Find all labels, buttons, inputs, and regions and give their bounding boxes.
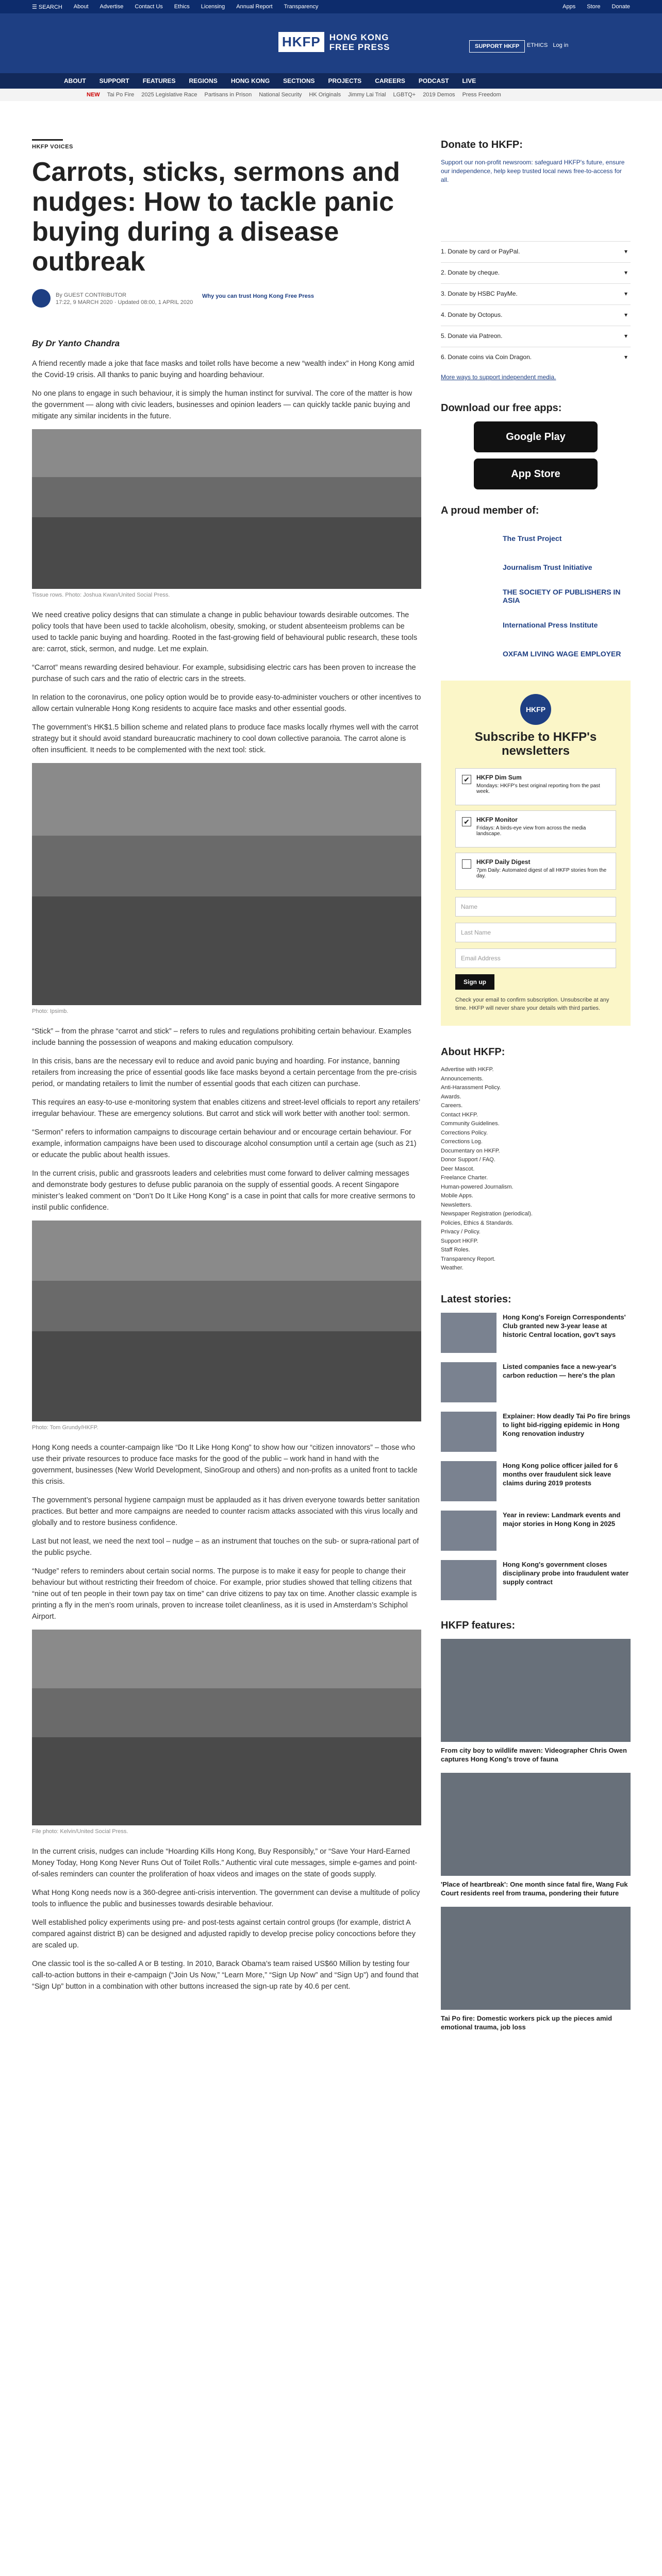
paragraph: We need creative policy designs that can stimulate a change in public behaviour towards desirable outcomes. The policy tools that have been used to tackle alcoholism, obesity, smoking, or student absenteeism problems can be used to tackle panic buying and hoarding. Rooted in the fast-growing field of behavioural public research, these tools are: carrot, stick, sermon, and nudge. Let me explain. — [32, 611, 418, 653]
article-title: Carrots, sticks, sermons and nudges: How to tackle panic buying during a disease outbreak — [32, 157, 400, 277]
latest-story[interactable] — [441, 1313, 631, 1357]
paragraph: In relation to the coronavirus, one policy option would be to provide easy-to-administer vouchers or other incentives to allow certain vulnerable Hong Kong residents to acquire face masks and other essential goods. — [32, 693, 421, 713]
chevron-down-icon: ▾ — [624, 332, 627, 340]
store-link[interactable]: Store — [587, 4, 601, 10]
top-bar — [0, 0, 662, 13]
trending-item[interactable]: Press Freedom — [462, 92, 501, 98]
story-title[interactable]: Year in review: Landmark events and major stories in Hong Kong in 2025 — [503, 1511, 621, 1528]
trending-item[interactable]: 2019 Demos — [423, 92, 455, 98]
byline-dates: 17:22, 9 MARCH 2020 · Updated 08:00, 1 APRIL 2020 — [56, 299, 193, 306]
about-link[interactable]: Staff Roles. — [441, 1247, 470, 1253]
chevron-down-icon: ▾ — [624, 248, 627, 255]
chevron-down-icon: ▾ — [624, 311, 627, 318]
newsletter-option[interactable]: ✔ HKFP Dim Sum Mondays: HKFP's best original reporting from the past week. — [455, 768, 616, 805]
site-header — [0, 13, 662, 73]
feature-title[interactable]: 'Place of heartbreak': One month since fatal fire, Wang Fuk Court residents reel from trauma, pondering their future — [441, 1880, 628, 1897]
checkbox[interactable]: ✔ — [462, 775, 471, 784]
chevron-down-icon: ▾ — [624, 269, 627, 276]
about-link[interactable]: Mobile Apps. — [441, 1193, 473, 1199]
member-logo[interactable]: The Trust Project — [503, 534, 562, 543]
story-title[interactable]: Listed companies face a new-year's carbon reduction — here's the plan — [503, 1362, 617, 1379]
about-link[interactable]: Newsletters. — [441, 1201, 472, 1208]
donate-option[interactable]: 2. Donate by cheque. ▾ — [441, 262, 631, 283]
trending-item[interactable]: 2025 Legislative Race — [141, 92, 197, 98]
photo-caption: File photo: Kelvin/United Social Press. — [32, 1828, 128, 1835]
nav-support[interactable]: SUPPORT — [99, 77, 129, 84]
donate-option[interactable]: 5. Donate via Patreon. ▾ — [441, 326, 631, 347]
article-photo — [32, 1630, 421, 1825]
checkbox[interactable]: ✔ — [462, 817, 471, 826]
donate-option[interactable]: 6. Donate coins via Coin Dragon. ▾ — [441, 347, 631, 368]
paragraph: “Nudge” refers to reminders about certain social norms. The purpose is to make it easy for people to change their behaviour but without restricting their freedom of choice. For example, prior studies showed that telling citizens that “nine out of ten people in their town pay tax on time” can drive citizens to pay tax on time. Another classic example is printing a fly in the men’s room urinals, proven to increase toilet cleanliness, as it is used in Amsterdam’s Schiphol Airport. — [32, 1567, 417, 1621]
donate-option[interactable]: 1. Donate by card or PayPal. ▾ — [441, 241, 631, 262]
feature-title[interactable]: Tai Po fire: Domestic workers pick up the pieces amid emotional trauma, job loss — [441, 2014, 613, 2031]
article-photo — [32, 1221, 421, 1421]
about-link[interactable]: About — [73, 4, 89, 10]
checkbox[interactable] — [462, 859, 471, 869]
login-link[interactable]: Log in — [553, 42, 569, 48]
support-hkfp-button[interactable]: SUPPORT HKFP — [469, 40, 525, 53]
sign-up-button[interactable]: Sign up — [455, 974, 494, 990]
story-title[interactable]: Explainer: How deadly Tai Po fire brings to light bid-rigging epidemic in Hong Kong renovation industry — [503, 1412, 631, 1437]
about-link[interactable]: Corrections Log. — [441, 1139, 483, 1145]
apps-heading: Download our free apps: — [441, 402, 562, 414]
nav-live[interactable]: LIVE — [462, 77, 476, 84]
feature-image[interactable] — [441, 1639, 631, 1742]
about-link[interactable]: Documentary on HKFP. — [441, 1147, 500, 1154]
about-link[interactable]: Awards. — [441, 1093, 461, 1100]
donate-heading: Donate to HKFP: — [441, 139, 523, 150]
about-link[interactable]: Newspaper Registration (periodical). — [441, 1211, 533, 1217]
paragraph: “Sermon” refers to information campaigns to discourage certain behaviour and or encourage certain behaviour. For example, information campaigns have been used to discourage alcohol consumption until a certain age (such as 21) or educate the public about health issues. — [32, 1128, 417, 1159]
latest-heading: Latest stories: — [441, 1293, 511, 1305]
nav-projects[interactable]: PROJECTS — [328, 77, 362, 84]
apps-link[interactable]: Apps — [562, 4, 576, 10]
latest-story[interactable] — [441, 1461, 631, 1505]
nav-regions[interactable]: REGIONS — [189, 77, 218, 84]
photo-caption: Tissue rows. Photo: Joshua Kwan/United Social Press. — [32, 592, 170, 598]
trending-item[interactable]: LGBTQ+ — [393, 92, 416, 98]
story-thumbnail[interactable] — [441, 1560, 496, 1600]
advertise-link[interactable]: Advertise — [100, 4, 124, 10]
story-thumbnail[interactable] — [441, 1412, 496, 1452]
nav-about[interactable]: ABOUT — [64, 77, 86, 84]
about-link[interactable]: Privacy / Policy. — [441, 1229, 481, 1235]
story-title[interactable]: Hong Kong's government closes disciplinary probe into fraudulent water supply contract — [503, 1560, 629, 1586]
donate-option[interactable]: 3. Donate by HSBC PayMe. ▾ — [441, 283, 631, 304]
about-link[interactable]: Anti-Harassment Policy. — [441, 1084, 501, 1091]
annual-report-link[interactable]: Annual Report — [236, 4, 273, 10]
feature-image[interactable] — [441, 1773, 631, 1876]
transparency-link[interactable]: Transparency — [284, 4, 319, 10]
chevron-down-icon: ▾ — [624, 290, 627, 297]
about-link[interactable]: Careers. — [441, 1103, 463, 1109]
latest-story[interactable] — [441, 1412, 631, 1456]
paragraph: No one plans to engage in such behaviour, it is simply the human instinct for survival. The core of the matter is how the government — along with civic leaders, businesses and opinion leaders — can quickly tackle panic buying and mitigate any similar incidents in the future. — [32, 389, 412, 420]
member-logo[interactable]: THE SOCIETY OF PUBLISHERS IN ASIA — [503, 588, 621, 604]
about-link[interactable]: Corrections Policy. — [441, 1129, 488, 1136]
app-store-button[interactable]: App Store — [474, 459, 598, 489]
article-kicker[interactable]: HKFP VOICES — [32, 139, 63, 150]
photo-caption: Photo: Tom Grundy/HKFP. — [32, 1425, 98, 1431]
story-thumbnail[interactable] — [441, 1461, 496, 1501]
about-link[interactable]: Human-powered Journalism. — [441, 1183, 514, 1190]
features-heading: HKFP features: — [441, 1619, 516, 1631]
nav-careers[interactable]: CAREERS — [375, 77, 405, 84]
latest-story[interactable] — [441, 1511, 631, 1555]
contact-link[interactable]: Contact Us — [135, 4, 163, 10]
byline — [32, 289, 421, 310]
paragraph: In the current crisis, public and grassroots leaders and celebrities must come forward to deliver calming messages and demonstrate body gestures to defuse public paranoia on the supply of essential goods. A recent Singapore minister’s leaked comment on “Don’t Do It Like Hong Kong” is a case in point that calls for more creative sermons to instil public confidence. — [32, 1170, 416, 1212]
search-link[interactable]: ☰ SEARCH — [32, 4, 62, 10]
member-logo[interactable]: International Press Institute — [503, 621, 598, 629]
member-logo[interactable]: OXFAM LIVING WAGE EMPLOYER — [503, 650, 621, 658]
more-ways-link[interactable]: More ways to support independent media. — [441, 374, 556, 381]
paragraph: Hong Kong needs a counter-campaign like “Do It Like Hong Kong” to show how our “citizen innovators” – those who use their private resources to produce face masks for the good of the public – work hand in hand with the government, businesses (New World Development, SinoGroup and others) and non-profits as a united front to tackle this crisis. — [32, 1444, 418, 1486]
about-link[interactable]: Weather. — [441, 1265, 464, 1271]
trending-bar — [0, 89, 662, 101]
paragraph: One classic tool is the so-called A or B testing. In 2010, Barack Obama’s team raised US$60 Million by testing four call-to-action buttons in their e-campaign (“Join Us Now,” “Learn More,” “Sign Up Now” and “Sign Up”) and found that “Sign Up” button in a combination with other buttons increased the sign-up rate by 40.6 per cent. — [32, 1960, 419, 1991]
member-heading: A proud member of: — [441, 505, 539, 516]
paragraph: What Hong Kong needs now is a 360-degree anti-crisis intervention. The government can devise a multitude of policy tools to influence the public and businesses towards desirable behaviour. — [32, 1889, 420, 1908]
paragraph: This requires an easy-to-use e-monitoring system that enables citizens and street-level officials to report any retailers’ irregular behaviour. These are emergency solutions. But carrot and stick will work better with another tool: sermon. — [32, 1098, 420, 1118]
paragraph: The government’s personal hygiene campaign must be applauded as it has driven everyone towards better sanitation practices. But better and more campaigns are needed to counter racism attacks associated with this virus locally and globally and to restore business confidence. — [32, 1496, 420, 1527]
newsletter-heading: Subscribe to HKFP's newsletters — [474, 730, 597, 758]
paragraph: Well established policy experiments using pre- and post-tests against certain control groups (for example, district A compared against district B) can be designed and adjusted rapidly to develop precise policy concoctions before they are scaled up. — [32, 1919, 416, 1950]
about-link[interactable]: Contact HKFP. — [441, 1111, 478, 1118]
nav-features[interactable]: FEATURES — [142, 77, 176, 84]
about-link[interactable]: Support HKFP. — [441, 1238, 478, 1244]
photo-caption: Photo: Ipsimb. — [32, 1008, 69, 1014]
story-thumbnail[interactable] — [441, 1362, 496, 1402]
newsletter-option[interactable]: HKFP Daily Digest 7pm Daily: Automated digest of all HKFP stories from the day. — [455, 853, 616, 890]
trending-item[interactable]: Tai Po Fire — [107, 92, 135, 98]
hkfp-logo[interactable]: HKFP HONG KONG FREE PRESS — [278, 32, 390, 52]
new-badge: NEW — [87, 92, 100, 98]
licensing-link[interactable]: Licensing — [201, 4, 225, 10]
sidebar — [441, 139, 631, 2041]
header-ethics-link[interactable]: ETHICS — [527, 42, 548, 48]
paragraph: “Stick” – from the phrase “carrot and stick” – refers to rules and regulations prohibiting certain behaviour. Examples include banning the possession of weapons and making education compulsory. — [32, 1027, 411, 1047]
latest-story[interactable] — [441, 1362, 631, 1406]
feature-title[interactable]: From city boy to wildlife maven: Videographer Chris Owen captures Hong Kong's trove of fauna — [441, 1746, 627, 1763]
about-link[interactable]: Policies, Ethics & Standards. — [441, 1219, 514, 1226]
story-title[interactable]: Hong Kong's Foreign Correspondents' Club granted new 3-year lease at historic Central location, gov't says — [503, 1313, 626, 1338]
ethics-link[interactable]: Ethics — [174, 4, 190, 10]
about-link[interactable]: Transparency Report. — [441, 1256, 495, 1262]
paragraph: Last but not least, we need the next tool – nudge – as an instrument that touches on the sub- or supra-rational part of the public psyche. — [32, 1537, 419, 1557]
name-field[interactable]: Name — [455, 897, 616, 917]
newsletter-note: Check your email to confirm subscription. Unsubscribe at any time. HKFP will never share your details with third parties. — [455, 997, 609, 1011]
paragraph: In the current crisis, nudges can include “Hoarding Kills Hong Kong, Buy Responsibly,” or “Save Your Hard-Earned Money Today, Hong Kong Never Runs Out of Toilet Rolls.” Authentic viral cute messages, simple e-games and point-of-sales reminders can counter the proliferation of hoax videos and images on the state of goods supply. — [32, 1848, 418, 1878]
newsletter-box — [441, 681, 631, 1026]
trending-item[interactable]: HK Originals — [309, 92, 341, 98]
google-play-button[interactable]: Google Play — [474, 421, 598, 452]
donate-text[interactable]: Support our non-profit newsroom: safeguard HKFP's future, ensure our independence, help keep trusted local news free-to-access for all. — [441, 159, 625, 183]
trending-item[interactable]: National Security — [259, 92, 302, 98]
feature-image[interactable] — [441, 1907, 631, 2010]
feature-story[interactable] — [441, 1639, 631, 1764]
about-heading: About HKFP: — [441, 1046, 505, 1058]
about-link[interactable]: Donor Support / FAQ. — [441, 1157, 495, 1163]
donate-option[interactable]: 4. Donate by Octopus. ▾ — [441, 304, 631, 326]
latest-story[interactable] — [441, 1560, 631, 1604]
paragraph: The government’s HK$1.5 billion scheme and related plans to produce face masks locally rhymes well with the carrot strategy but it should avoid standard bureaucratic machinery to cool down collective paranoia. The carrot alone is often insufficient. It needs to be complemented with the next tool: stick. — [32, 723, 419, 754]
about-link[interactable]: Freelance Charter. — [441, 1175, 488, 1181]
article-photo — [32, 429, 421, 589]
email-field[interactable]: Email Address — [455, 948, 616, 968]
author-avatar — [32, 289, 51, 308]
paragraph: In this crisis, bans are the necessary evil to reduce and avoid panic buying and hoarding. For instance, banning retailers from increasing the price of essential goods like face masks beyond a certain percentage from the pre-crisis period, or mandating retailers to limit the number of essential goods that each citizen can purchase. — [32, 1057, 417, 1088]
feature-story[interactable] — [441, 1773, 631, 1897]
feature-story[interactable] — [441, 1907, 631, 2031]
last-name-field[interactable]: Last Name — [455, 923, 616, 942]
trending-item[interactable]: Jimmy Lai Trial — [348, 92, 386, 98]
chevron-down-icon: ▾ — [624, 353, 627, 361]
article — [32, 139, 421, 1999]
about-link[interactable]: Deer Mascot. — [441, 1165, 475, 1172]
about-link[interactable]: Community Guidelines. — [441, 1121, 500, 1127]
newsletter-option[interactable]: ✔ HKFP Monitor Fridays: A birds-eye view from across the media landscape. — [455, 810, 616, 848]
paragraph: “Carrot” means rewarding desired behaviour. For example, subsidising electric cars has been proven to increase the purchase of such cars and the ratio of electric cars in the streets. — [32, 664, 416, 683]
nav-hong-kong[interactable]: HONG KONG — [230, 77, 270, 84]
story-title[interactable]: Hong Kong police officer jailed for 6 months over fraudulent sick leave claims during 2019 protests — [503, 1461, 618, 1487]
member-logo[interactable]: Journalism Trust Initiative — [503, 563, 592, 571]
article-author: By Dr Yanto Chandra — [32, 338, 120, 348]
donate-link[interactable]: Donate — [611, 4, 630, 10]
trust-link[interactable]: Why you can trust Hong Kong Free Press — [202, 293, 314, 299]
hkfp-icon: HKFP — [520, 694, 551, 725]
story-thumbnail[interactable] — [441, 1511, 496, 1551]
paragraph: A friend recently made a joke that face masks and toilet rolls have become a new “wealth index” in Hong Kong amid the Covid-19 crisis. All thanks to panic buying and hoarding behaviour. — [32, 360, 415, 379]
nav-podcast[interactable]: PODCAST — [418, 77, 449, 84]
article-photo — [32, 763, 421, 1005]
story-thumbnail[interactable] — [441, 1313, 496, 1353]
about-link[interactable]: Announcements. — [441, 1075, 484, 1082]
nav-sections[interactable]: SECTIONS — [283, 77, 315, 84]
byline-author[interactable]: By GUEST CONTRIBUTOR — [56, 292, 127, 298]
about-link[interactable]: Advertise with HKFP. — [441, 1066, 494, 1073]
trending-item[interactable]: Partisans in Prison — [204, 92, 252, 98]
main-nav — [0, 73, 662, 89]
